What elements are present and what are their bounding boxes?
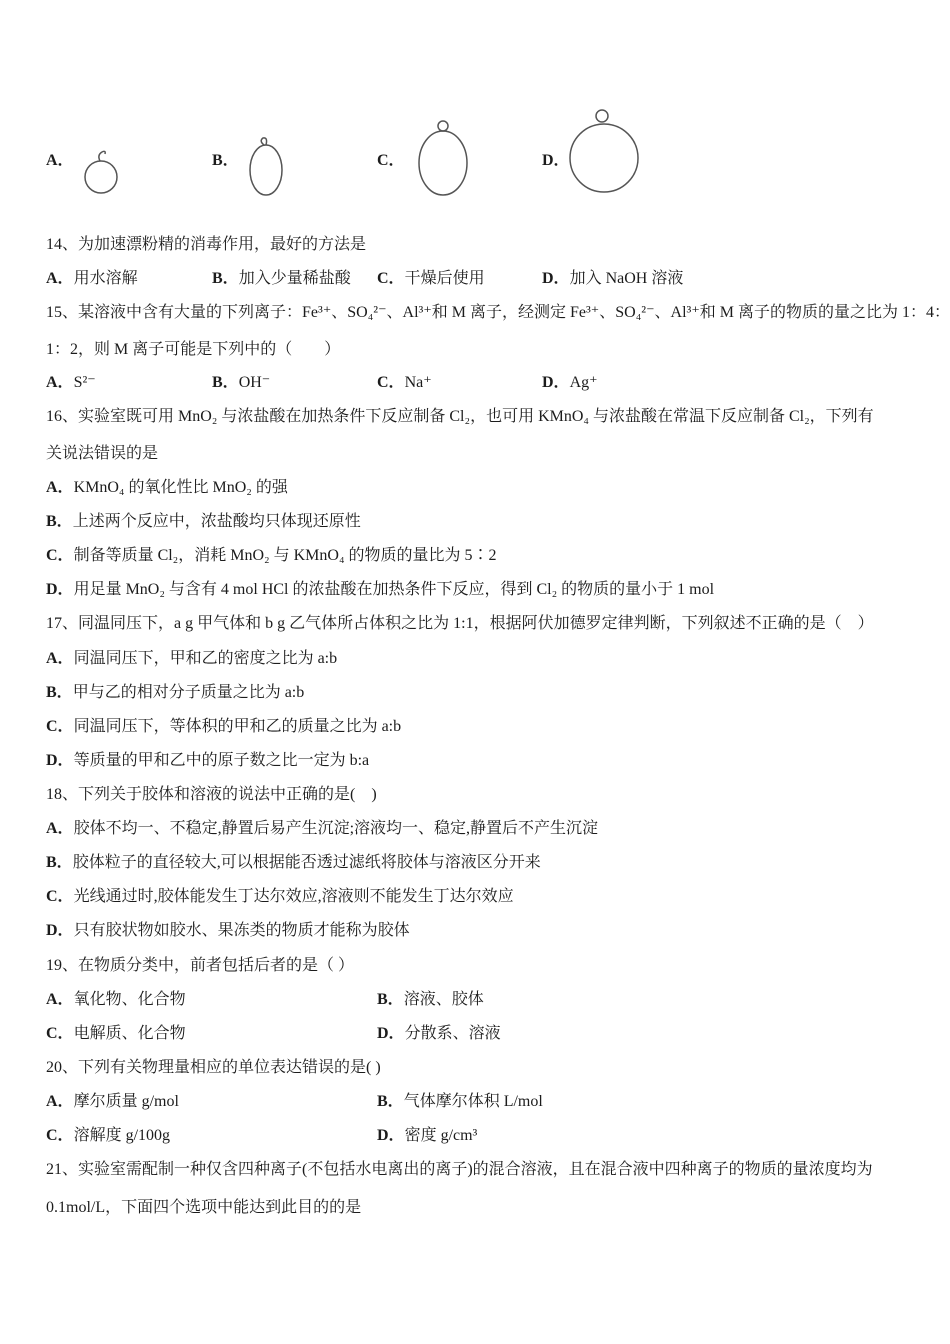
option-label: A．: [46, 820, 74, 837]
question-stem-text: 关说法错误的是: [46, 445, 159, 462]
option-text: 制备等质量 Cl₂，消耗 MnO₂ 与 KMnO₄ 的物质的量比为 5∶2: [73, 547, 497, 564]
option-text: 胶体粒子的直径较大,可以根据能否透过滤纸将胶体与溶液区分开来: [72, 854, 541, 871]
option-text: 等质量的甲和乙中的原子数之比一定为 b:a: [73, 752, 370, 769]
option-d: [542, 373, 598, 393]
medium-balloon-icon: [410, 115, 475, 200]
option-label: B．: [46, 513, 73, 530]
option-text: 甲与乙的相对分子质量之比为 a:b: [72, 684, 305, 701]
question-16-stem-continued: [46, 444, 158, 464]
option-b: [212, 373, 270, 393]
option-text: 用水溶解: [73, 270, 138, 287]
question-stem-text: 实验室需配制一种仅含四种离子(不包括水电离出的离子)的混合溶液，且在混合液中四种离子的物质的量浓度均为: [78, 1161, 873, 1178]
balloon-option-d-label: D．: [542, 152, 570, 169]
option-text: KMnO₄ 的氧化性比 MnO₂ 的强: [73, 479, 288, 496]
option-text: Ag⁺: [569, 374, 598, 391]
question-18-option-a: [46, 819, 598, 839]
balloon-option-b-label: B．: [212, 152, 239, 169]
option-label: A．: [46, 1093, 74, 1110]
question-number: 18、: [46, 786, 79, 803]
question-18-option-b: [46, 853, 541, 873]
option-text: S²⁻: [73, 374, 96, 391]
option-label: A．: [46, 270, 74, 287]
option-d: [377, 1024, 501, 1044]
option-d: [377, 1126, 477, 1146]
option-label: D．: [46, 922, 74, 939]
option-text: 溶液、胶体: [403, 991, 484, 1008]
question-15-stem-continued: [46, 340, 340, 360]
narrow-balloon-icon: [240, 135, 290, 200]
option-label: A．: [46, 650, 74, 667]
question-14-stem: [46, 235, 366, 255]
option-label: D．: [542, 270, 570, 287]
option-text: 电解质、化合物: [73, 1025, 186, 1042]
question-16-option-d: [46, 580, 714, 600]
question-14-options: [46, 269, 906, 289]
option-label: B．: [377, 991, 404, 1008]
question-number: 21、: [46, 1161, 79, 1178]
option-text: 干燥后使用: [404, 270, 485, 287]
option-text: 氧化物、化合物: [73, 991, 186, 1008]
option-label: B．: [46, 684, 73, 701]
question-20-stem: [46, 1058, 381, 1078]
question-17-option-d: [46, 751, 369, 771]
question-stem-text: 同温同压下，a g 甲气体和 b g 乙气体所占体积之比为 1:1，根据阿伏加德罗定律判断，下列叙述不正确的是（ ）: [78, 615, 874, 632]
option-b: [377, 1092, 543, 1112]
option-label: D．: [542, 374, 570, 391]
question-16-option-a: [46, 478, 288, 498]
small-balloon-icon: [80, 145, 125, 200]
question-17-option-c: [46, 717, 401, 737]
option-a: [46, 990, 186, 1010]
option-label: B．: [212, 374, 239, 391]
question-15-stem: [46, 303, 950, 323]
question-17-stem: [46, 614, 874, 634]
option-text: 摩尔质量 g/mol: [73, 1093, 179, 1110]
question-stem-text: 0.1mol/L，下面四个选项中能达到此目的的是: [46, 1199, 362, 1216]
question-number: 16、: [46, 408, 79, 425]
option-label: B．: [377, 1093, 404, 1110]
question-number: 14、: [46, 236, 79, 253]
option-text: 加入 NaOH 溶液: [569, 270, 684, 287]
large-balloon-icon: [565, 100, 645, 200]
option-label: D．: [46, 581, 74, 598]
option-text: 光线通过时,胶体能发生丁达尔效应,溶液则不能发生丁达尔效应: [73, 888, 514, 905]
balloon-option-c-label: C．: [377, 152, 405, 169]
question-stem-text: 为加速漂粉精的消毒作用，最好的方法是: [78, 236, 367, 253]
option-label: C．: [46, 547, 74, 564]
option-label: A．: [46, 479, 74, 496]
option-c: [377, 373, 432, 393]
balloon-option-a-label: A．: [46, 152, 74, 169]
option-text: 胶体不均一、不稳定,静置后易产生沉淀;溶液均一、稳定,静置后不产生沉淀: [73, 820, 599, 837]
option-text: 只有胶状物如胶水、果冻类的物质才能称为胶体: [73, 922, 410, 939]
option-b: [212, 269, 351, 289]
question-17-option-a: [46, 649, 337, 669]
question-stem-text: 下列关于胶体和溶液的说法中正确的是( ): [78, 786, 377, 803]
question-17-option-b: [46, 683, 304, 703]
option-label: C．: [377, 270, 405, 287]
option-label: A．: [46, 374, 74, 391]
question-19-options-row-1: [46, 990, 906, 1010]
option-text: 上述两个反应中，浓盐酸均只体现还原性: [72, 513, 361, 530]
question-21-stem: [46, 1160, 873, 1180]
option-label: C．: [46, 718, 74, 735]
option-label: B．: [46, 854, 73, 871]
option-a: [46, 269, 138, 289]
question-16-option-c: [46, 546, 497, 566]
question-16-option-b: [46, 512, 361, 532]
question-stem-text: 实验室既可用 MnO₂ 与浓盐酸在加热条件下反应制备 Cl₂，也可用 KMnO₄ 与浓盐酸在常温下反应制备 Cl₂，下列有: [78, 408, 874, 425]
option-label: C．: [377, 374, 405, 391]
question-21-stem-continued: [46, 1198, 361, 1218]
option-text: 溶解度 g/100g: [73, 1127, 171, 1144]
question-number: 20、: [46, 1059, 79, 1076]
option-c: [377, 269, 485, 289]
question-20-options-row-2: [46, 1126, 906, 1146]
question-number: 17、: [46, 615, 79, 632]
option-text: 同温同压下，等体积的甲和乙的质量之比为 a:b: [73, 718, 402, 735]
option-text: 加入少量稀盐酸: [238, 270, 351, 287]
option-label: A．: [46, 991, 74, 1008]
question-19-options-row-2: [46, 1024, 906, 1044]
option-text: OH⁻: [238, 374, 271, 391]
question-20-options-row-1: [46, 1092, 906, 1112]
option-label: C．: [46, 1025, 74, 1042]
option-b: [377, 990, 484, 1010]
option-label: D．: [46, 752, 74, 769]
question-18-option-c: [46, 887, 514, 907]
option-d: [542, 269, 683, 289]
question-stem-text: 某溶液中含有大量的下列离子：Fe³⁺、SO₄²⁻、Al³⁺和 M 离子，经测定 Fe³⁺、SO₄²⁻、Al³⁺和 M 离子的物质的量之比为 1：4：: [78, 304, 950, 321]
option-c: [46, 1126, 170, 1146]
option-label: D．: [377, 1127, 405, 1144]
question-19-stem: [46, 956, 354, 976]
option-label: D．: [377, 1025, 405, 1042]
question-number: 15、: [46, 304, 79, 321]
question-number: 19、: [46, 957, 79, 974]
option-text: 用足量 MnO₂ 与含有 4 mol HCl 的浓盐酸在加热条件下反应，得到 Cl₂ 的物质的量小于 1 mol: [73, 581, 715, 598]
option-text: 分散系、溶液: [404, 1025, 501, 1042]
question-stem-text: 在物质分类中，前者包括后者的是（ ）: [78, 957, 355, 974]
question-stem-text: 1：2，则 M 离子可能是下列中的（ ）: [46, 341, 341, 358]
option-text: Na⁺: [404, 374, 432, 391]
question-18-stem: [46, 785, 377, 805]
question-16-stem: [46, 407, 874, 427]
question-15-options: [46, 373, 906, 393]
option-label: C．: [46, 888, 74, 905]
option-c: [46, 1024, 186, 1044]
option-a: [46, 373, 96, 393]
option-a: [46, 1092, 179, 1112]
question-stem-text: 下列有关物理量相应的单位表达错误的是( ): [78, 1059, 381, 1076]
option-label: C．: [46, 1127, 74, 1144]
question-18-option-d: [46, 921, 410, 941]
option-text: 同温同压下，甲和乙的密度之比为 a:b: [73, 650, 338, 667]
option-text: 气体摩尔体积 L/mol: [403, 1093, 543, 1110]
option-text: 密度 g/cm³: [404, 1127, 478, 1144]
option-label: B．: [212, 270, 239, 287]
